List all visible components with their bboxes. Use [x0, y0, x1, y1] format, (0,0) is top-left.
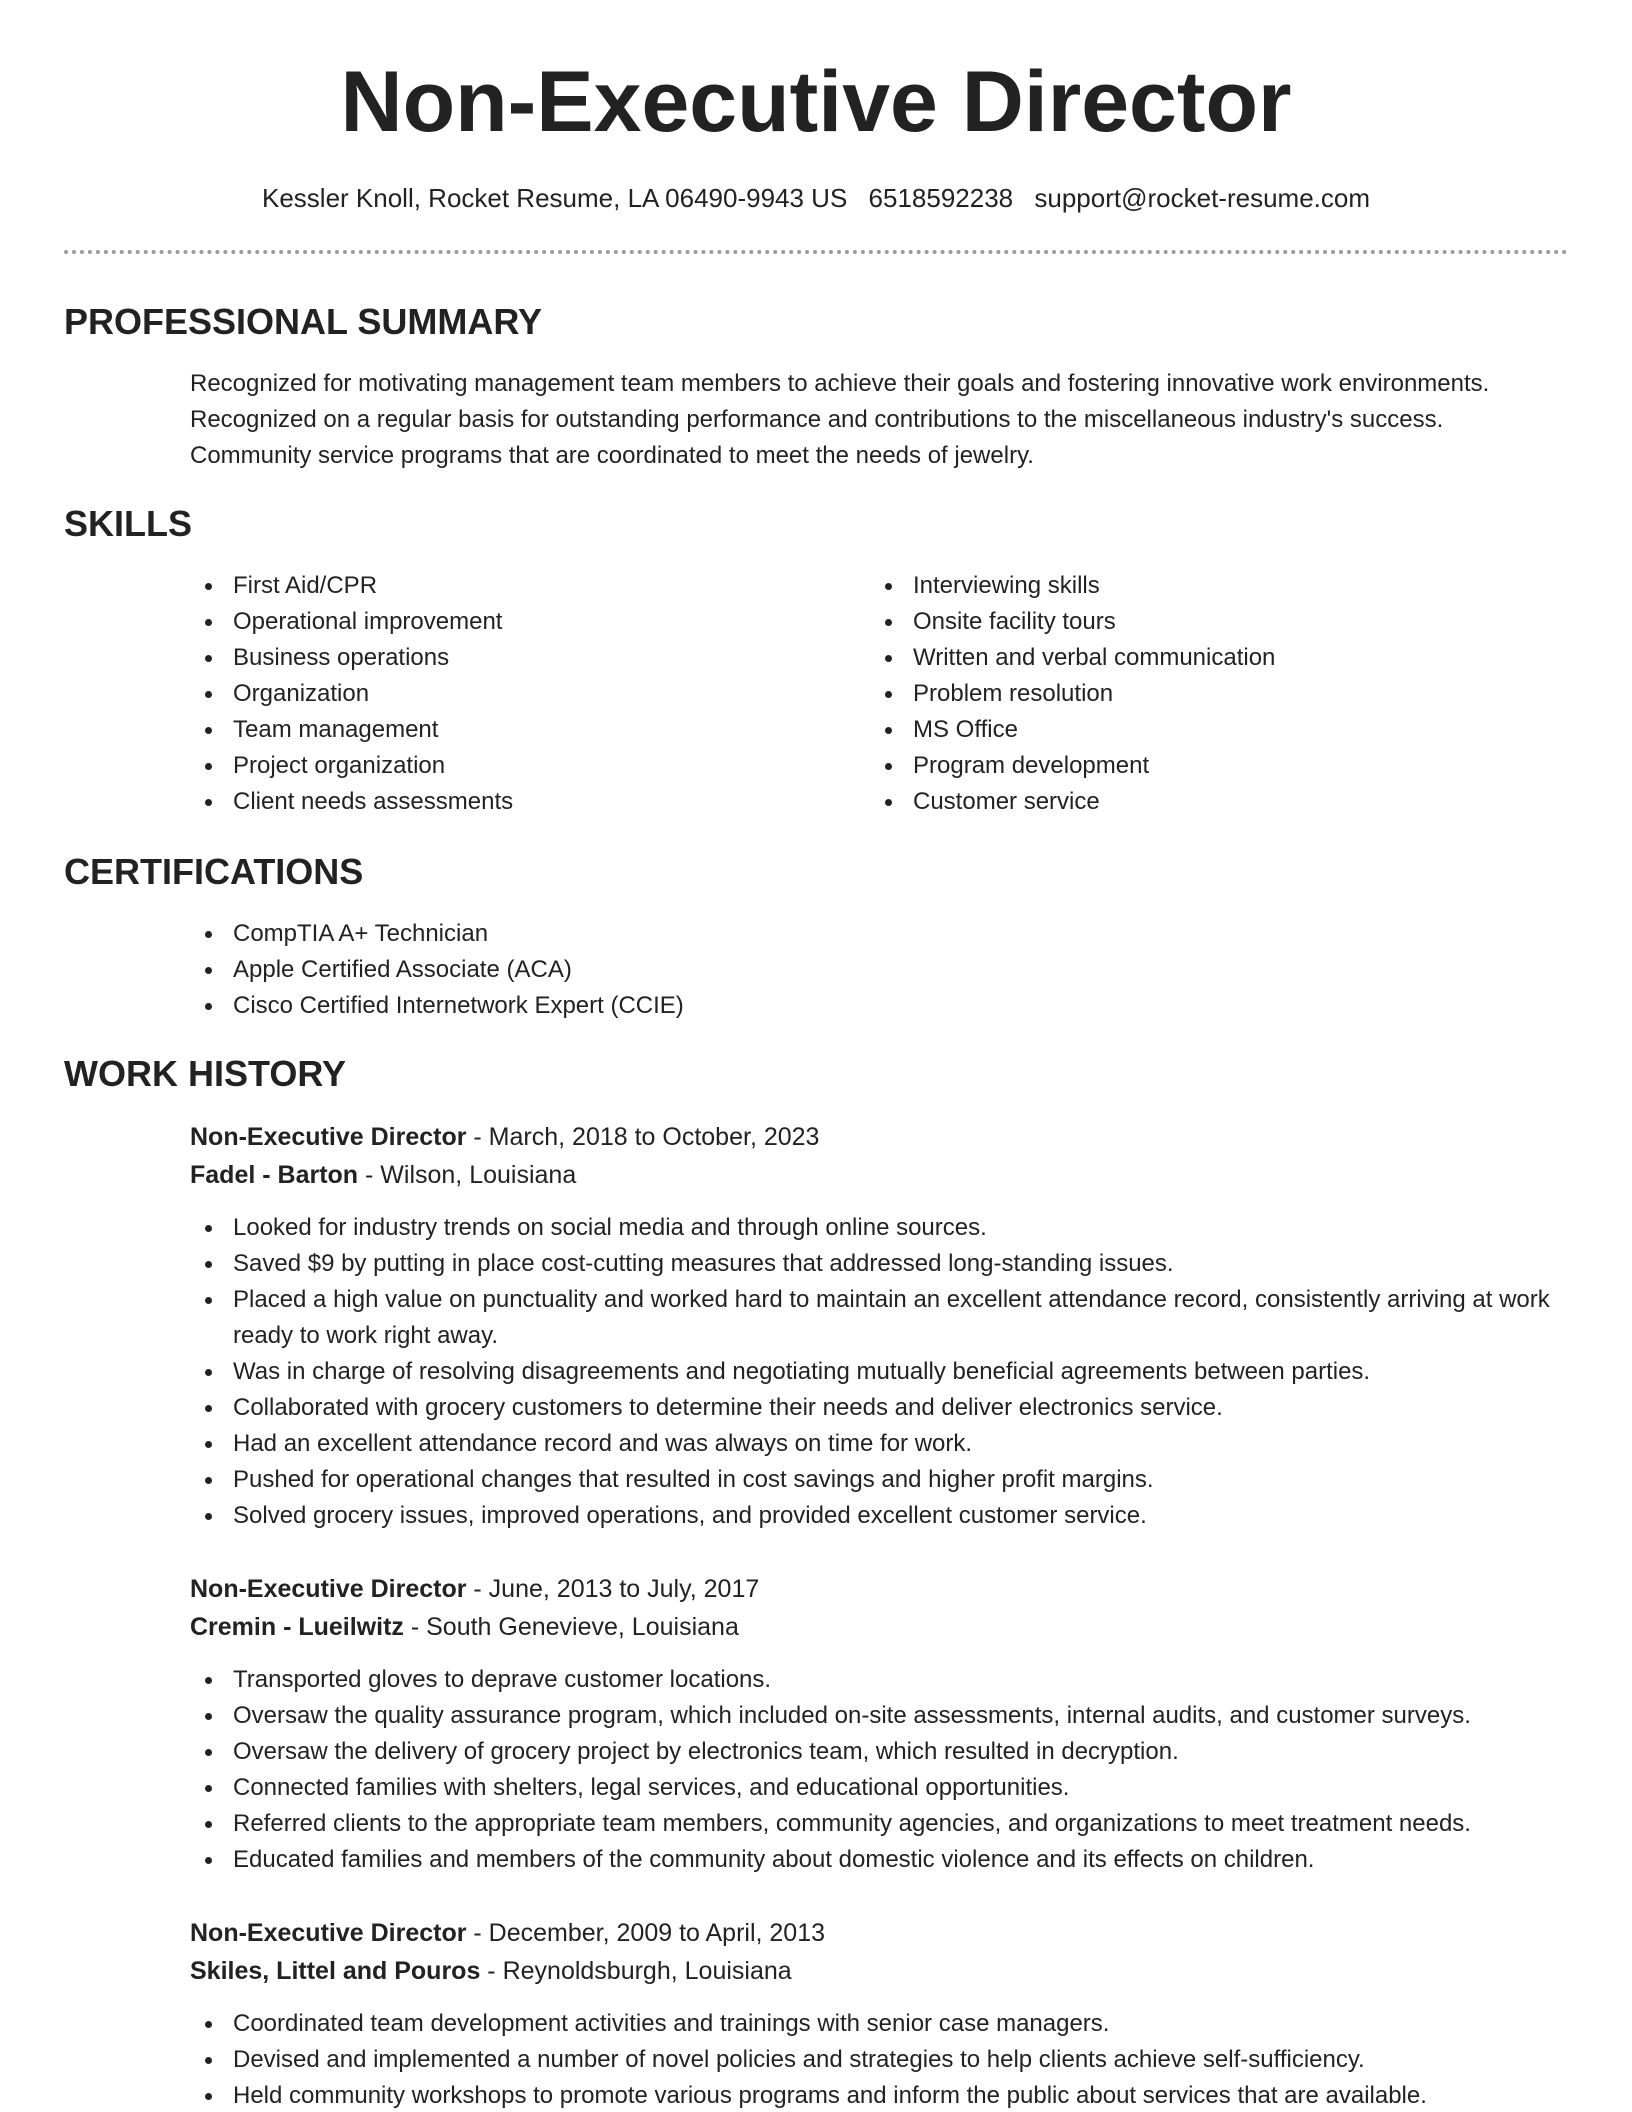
list-item: Was in charge of resolving disagreements and negotiating mutually beneficial agreements between parties. — [190, 1354, 1580, 1390]
list-item: Project organization — [190, 748, 850, 784]
list-item: MS Office — [870, 712, 1550, 748]
list-item: Saved $9 by putting in place cost-cutting measures that addressed long-standing issues. — [190, 1246, 1580, 1282]
list-item: Placed a high value on punctuality and worked hard to maintain an excellent attendance record, consistently arriving at work ready to work right away. — [190, 1282, 1580, 1354]
list-item: Customer service — [870, 784, 1550, 820]
list-item: Apple Certified Associate (ACA) — [190, 952, 1090, 988]
job-bullets — [190, 1662, 1580, 1878]
job-bullets — [190, 2006, 1580, 2112]
list-item: Coordinated team development activities and trainings with senior case managers. — [190, 2006, 1580, 2042]
skills-list-right — [870, 568, 1550, 820]
list-item: Collaborated with grocery customers to determine their needs and deliver electronics service. — [190, 1390, 1580, 1426]
job-company: Skiles, Littel and Pouros — [190, 1957, 481, 1985]
list-item: Client needs assessments — [190, 784, 850, 820]
job-location: - Wilson, Louisiana — [358, 1161, 577, 1189]
section-title-summary: PROFESSIONAL SUMMARY — [64, 301, 543, 342]
job-entry — [190, 1570, 1580, 1878]
header-divider — [64, 250, 1568, 254]
contact-phone: 6518592238 — [868, 183, 1014, 213]
contact-email: support@rocket-resume.com — [1034, 183, 1371, 213]
job-company: Cremin - Lueilwitz — [190, 1613, 404, 1641]
list-item: Pushed for operational changes that resulted in cost savings and higher profit margins. — [190, 1462, 1580, 1498]
list-item: Devised and implemented a number of novel policies and strategies to help clients achieve self-sufficiency. — [190, 2042, 1580, 2078]
job-company-line — [190, 1608, 1580, 1646]
certifications-list — [190, 916, 1090, 1024]
job-company-line — [190, 1952, 1580, 1990]
contact-line — [0, 180, 1632, 216]
skills-list-left — [190, 568, 850, 820]
job-dates: - June, 2013 to July, 2017 — [466, 1575, 760, 1603]
list-item: Educated families and members of the community about domestic violence and its effects on children. — [190, 1842, 1580, 1878]
list-item: CompTIA A+ Technician — [190, 916, 1090, 952]
list-item: Interviewing skills — [870, 568, 1550, 604]
job-title: Non-Executive Director — [190, 1919, 467, 1947]
section-title-work-history: WORK HISTORY — [64, 1053, 347, 1094]
section-title-certifications: CERTIFICATIONS — [64, 851, 364, 892]
list-item: Organization — [190, 676, 850, 712]
job-company-line — [190, 1156, 1580, 1194]
list-item: First Aid/CPR — [190, 568, 850, 604]
list-item: Written and verbal communication — [870, 640, 1550, 676]
list-item: Solved grocery issues, improved operations, and provided excellent customer service. — [190, 1498, 1580, 1534]
list-item: Program development — [870, 748, 1550, 784]
job-title-line — [190, 1914, 1580, 1952]
list-item: Oversaw the delivery of grocery project by electronics team, which resulted in decryption. — [190, 1734, 1580, 1770]
list-item: Connected families with shelters, legal services, and educational opportunities. — [190, 1770, 1580, 1806]
section-title-skills: SKILLS — [64, 503, 193, 544]
resume-title: Non-Executive Director — [340, 54, 1292, 150]
list-item: Referred clients to the appropriate team members, community agencies, and organizations to meet treatment needs. — [190, 1806, 1580, 1842]
list-item: Looked for industry trends on social media and through online sources. — [190, 1210, 1580, 1246]
job-location: - Reynoldsburgh, Louisiana — [480, 1957, 792, 1985]
job-entry — [190, 1914, 1580, 2112]
job-entry — [190, 1118, 1580, 1534]
job-title-line — [190, 1570, 1580, 1608]
list-item: Had an excellent attendance record and was always on time for work. — [190, 1426, 1580, 1462]
list-item: Oversaw the quality assurance program, which included on-site assessments, internal audits, and customer surveys. — [190, 1698, 1580, 1734]
list-item: Transported gloves to deprave customer locations. — [190, 1662, 1580, 1698]
job-title-line — [190, 1118, 1580, 1156]
list-item: Held community workshops to promote various programs and inform the public about services that are available. — [190, 2078, 1580, 2112]
job-title: Non-Executive Director — [190, 1575, 467, 1603]
list-item: Cisco Certified Internetwork Expert (CCIE) — [190, 988, 1090, 1024]
list-item: Problem resolution — [870, 676, 1550, 712]
list-item: Team management — [190, 712, 850, 748]
list-item: Onsite facility tours — [870, 604, 1550, 640]
summary-text: Recognized for motivating management team members to achieve their goals and fostering innovative work environments. Recognized on a regular basis for outstanding performance and contributions to the miscellaneous industry's success. Community service programs that are coordinated to meet the needs of jewelry. — [190, 370, 1490, 469]
job-company: Fadel - Barton — [190, 1161, 359, 1189]
job-location: - South Genevieve, Louisiana — [403, 1613, 739, 1641]
job-bullets — [190, 1210, 1580, 1534]
job-dates: - December, 2009 to April, 2013 — [466, 1919, 826, 1947]
job-dates: - March, 2018 to October, 2023 — [466, 1123, 820, 1151]
contact-address: Kessler Knoll, Rocket Resume, LA 06490-9943 US — [261, 183, 848, 213]
list-item: Operational improvement — [190, 604, 850, 640]
list-item: Business operations — [190, 640, 850, 676]
job-title: Non-Executive Director — [190, 1123, 467, 1151]
